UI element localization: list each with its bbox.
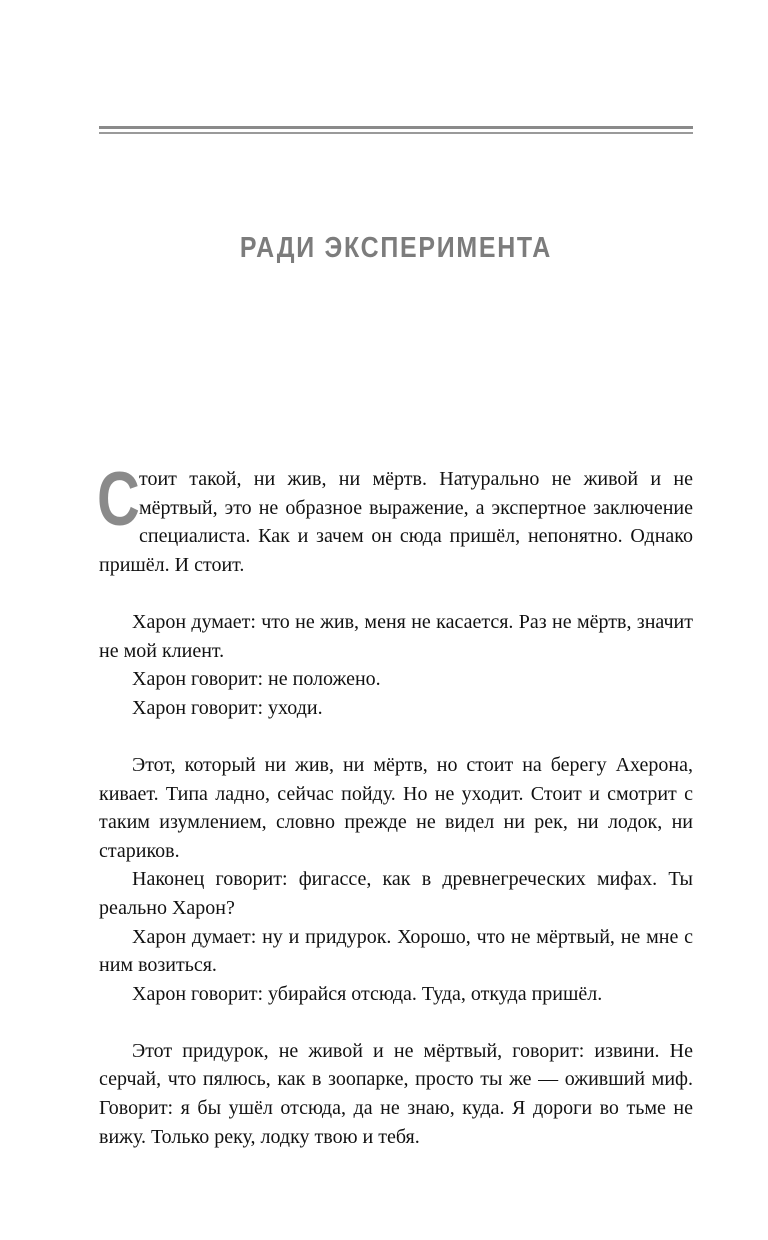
paragraph: Харон говорит: не положено.: [132, 668, 381, 691]
body-text: [97, 457, 693, 1151]
paragraph: Наконец говорит: фигассе, как в древнегреческих мифах. Ты реально Харон?: [99, 868, 693, 919]
paragraph: Харон думает: ну и придурок. Хорошо, что не мёртвый, не мне с ним возиться.: [99, 925, 693, 977]
paragraph: [97, 457, 693, 579]
chapter-title: РАДИ ЭКСПЕРИМЕНТА: [239, 232, 553, 264]
header-rule-bottom: [99, 132, 693, 134]
paragraph: Харон думает: что не жив, меня не касается. Раз не мёртв, значит не мой клиент.: [99, 610, 693, 662]
paragraph: Этот придурок, не живой и не мёртвый, говорит: извини. Не серчай, что пялюсь, как в зоопарке, просто ты же — оживший миф. Говорит: я бы ушёл отсюда, да не знаю, куда. Я дороги во тьме не вижу. Только реку, лодку твою и тебя.: [99, 1039, 693, 1148]
drop-cap: С: [97, 457, 140, 542]
paragraph: Этот, который ни жив, ни мёртв, но стоит на берегу Ахерона, кивает. Типа ладно, сейчас пойду. Но не уходит. Стоит и смотрит с таким изумлением, словно прежде не видел ни рек, ни лодок, ни стариков.: [99, 753, 693, 862]
header-rule-top: [99, 126, 693, 129]
paragraph-text: тоит такой, ни жив, ни мёртв. Натурально не живой и не мёртвый, это не образное выражение, а экспертное заключение специалиста. Как и зачем он сюда пришёл, непонятно. Однако пришёл. И стоит.: [99, 468, 693, 576]
paragraph: Харон говорит: уходи.: [132, 696, 323, 719]
paragraph: Харон говорит: убирайся отсюда. Туда, откуда пришёл.: [132, 982, 603, 1005]
